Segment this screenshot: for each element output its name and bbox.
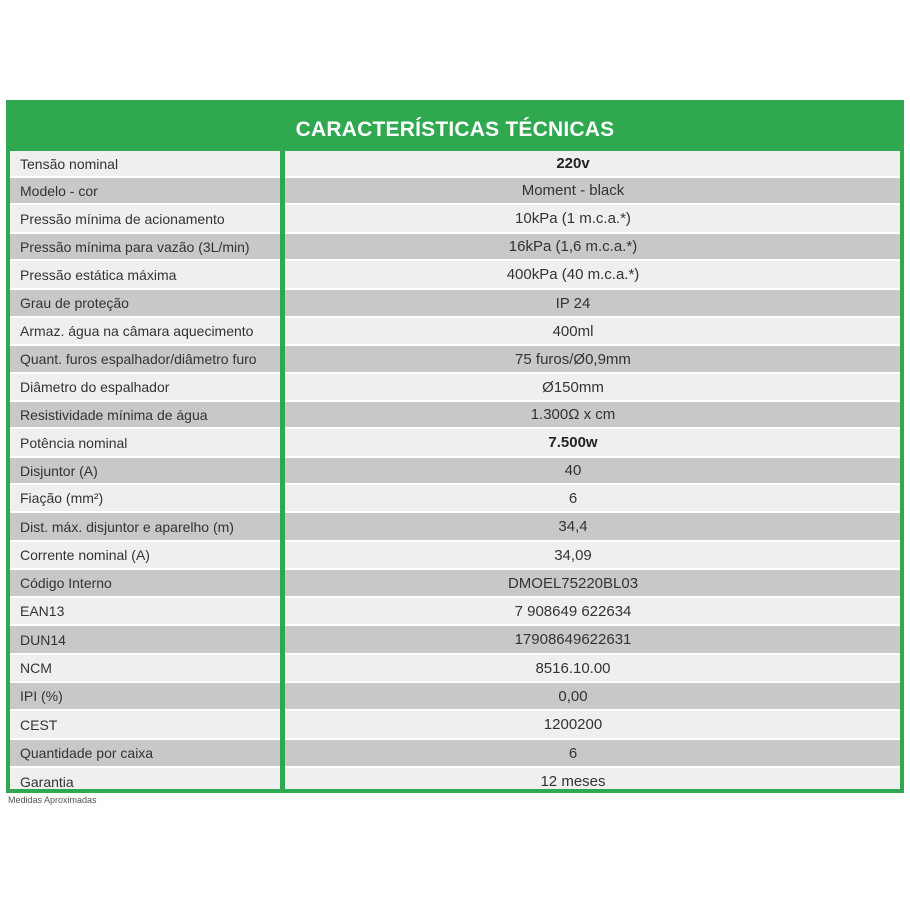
table-row — [10, 346, 900, 374]
row-value: IP 24 — [280, 290, 900, 316]
row-label: EAN13 — [10, 598, 280, 624]
row-label: Fiação (mm²) — [10, 485, 280, 511]
table-row — [10, 485, 900, 513]
row-label: Resistividade mínima de água — [10, 402, 280, 427]
row-label: Quant. furos espalhador/diâmetro furo — [10, 346, 280, 372]
table-row — [10, 458, 900, 485]
row-value: 1200200 — [280, 711, 900, 738]
row-label: Pressão mínima para vazão (3L/min) — [10, 234, 280, 259]
row-label: DUN14 — [10, 626, 280, 653]
table-row — [10, 768, 900, 793]
row-label: Tensão nominal — [10, 151, 280, 176]
row-label: Armaz. água na câmara aquecimento — [10, 318, 280, 344]
row-value: 8516.10.00 — [280, 655, 900, 681]
row-value: 34,09 — [280, 542, 900, 568]
row-value: 400kPa (40 m.c.a.*) — [280, 261, 900, 288]
table-row — [10, 290, 900, 318]
row-value: 220v — [280, 151, 900, 176]
table-row — [10, 598, 900, 626]
table-row — [10, 683, 900, 711]
row-value: DMOEL75220BL03 — [280, 570, 900, 596]
row-value: 6 — [280, 740, 900, 766]
row-label: Pressão estática máxima — [10, 261, 280, 288]
table-row — [10, 513, 900, 542]
row-label: Potência nominal — [10, 429, 280, 456]
row-label: Quantidade por caixa — [10, 740, 280, 766]
footnote: Medidas Aproximadas — [8, 795, 97, 805]
row-value: 400ml — [280, 318, 900, 344]
table-row — [10, 234, 900, 261]
table-row — [10, 374, 900, 402]
row-value: Moment - black — [280, 178, 900, 203]
table-row — [10, 711, 900, 740]
column-divider — [280, 151, 285, 793]
row-value: 40 — [280, 458, 900, 483]
table-row — [10, 178, 900, 205]
row-label: Código Interno — [10, 570, 280, 596]
row-value: 34,4 — [280, 513, 900, 540]
row-label: Dist. máx. disjuntor e aparelho (m) — [10, 513, 280, 540]
spec-table-card — [6, 100, 904, 793]
row-value: 7 908649 622634 — [280, 598, 900, 624]
table-row — [10, 261, 900, 290]
table-row — [10, 205, 900, 234]
table-row — [10, 318, 900, 346]
row-label: Grau de proteção — [10, 290, 280, 316]
table-row — [10, 626, 900, 655]
row-label: CEST — [10, 711, 280, 738]
row-value: 10kPa (1 m.c.a.*) — [280, 205, 900, 232]
row-value: 75 furos/Ø0,9mm — [280, 346, 900, 372]
row-value: 1.300Ω x cm — [280, 402, 900, 427]
row-label: IPI (%) — [10, 683, 280, 709]
table-row — [10, 402, 900, 429]
row-label: Garantia — [10, 768, 280, 793]
row-label: Disjuntor (A) — [10, 458, 280, 483]
table-row — [10, 740, 900, 768]
row-label: Corrente nominal (A) — [10, 542, 280, 568]
row-value: 17908649622631 — [280, 626, 900, 653]
row-label: NCM — [10, 655, 280, 681]
row-label: Diâmetro do espalhador — [10, 374, 280, 400]
row-value: 0,00 — [280, 683, 900, 709]
row-value: 12 meses — [280, 768, 900, 793]
row-value: 6 — [280, 485, 900, 511]
table-title: CARACTERÍSTICAS TÉCNICAS — [295, 118, 615, 141]
row-label: Modelo - cor — [10, 178, 280, 203]
row-label: Pressão mínima de acionamento — [10, 205, 280, 232]
row-value: 16kPa (1,6 m.c.a.*) — [280, 234, 900, 259]
table-row — [10, 542, 900, 570]
table-row — [10, 570, 900, 598]
spec-table — [10, 151, 900, 793]
row-value: 7.500w — [280, 429, 900, 456]
table-row — [10, 429, 900, 458]
table-row — [10, 151, 900, 178]
table-row — [10, 655, 900, 683]
row-value: Ø150mm — [280, 374, 900, 400]
